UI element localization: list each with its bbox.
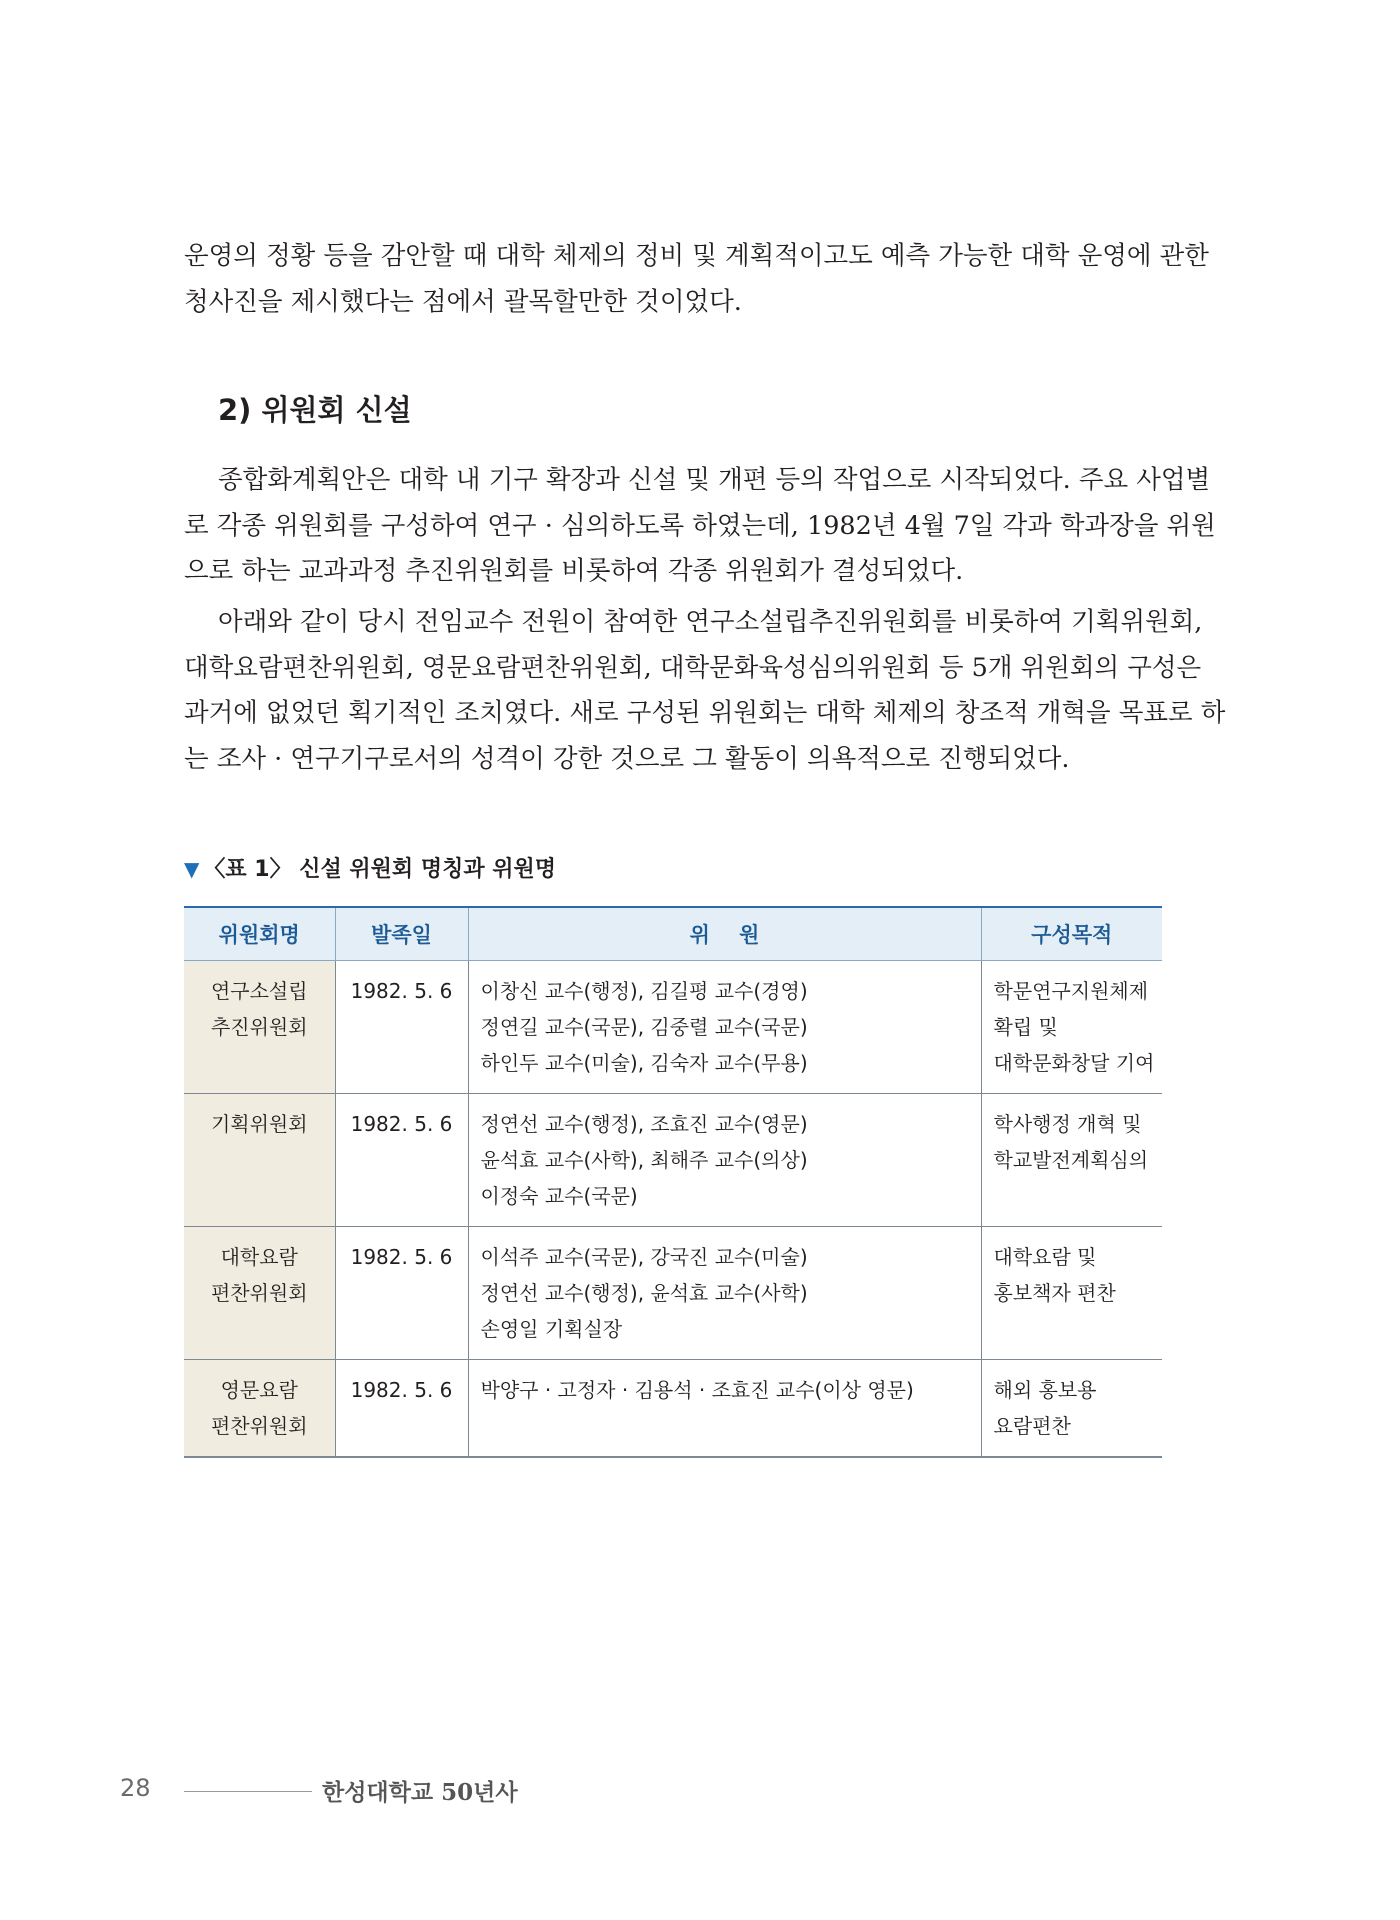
body-line: 로 각종 위원회를 구성하여 연구 · 심의하도록 하였는데, 1982년 4월 7일 각과 학과장을 위원 — [184, 510, 1216, 541]
page-number: 28 — [120, 1774, 151, 1802]
body-line: 는 조사 · 연구기구로서의 성격이 강한 것으로 그 활동이 의욕적으로 진행되었다. — [184, 743, 1070, 774]
committee-name-cell — [184, 1227, 335, 1360]
cell-line: 학사행정 개혁 및 — [993, 1112, 1142, 1136]
cell-line: 윤석효 교수(사학), 최해주 교수(의상) — [480, 1148, 808, 1172]
cell-line: 학문연구지원체제 — [993, 979, 1149, 1003]
cell-line: 학교발전계획심의 — [993, 1148, 1149, 1172]
cell-line: 이석주 교수(국문), 강국진 교수(미술) — [480, 1245, 808, 1269]
body-line: 아래와 같이 당시 전임교수 전원이 참여한 연구소설립추진위원회를 비롯하여 기획위원회, — [218, 607, 1203, 637]
body-line: 과거에 없었던 획기적인 조치였다. 새로 구성된 위원회는 대학 체제의 창조적 개혁을 목표로 하 — [184, 698, 1226, 728]
members-cell — [468, 1227, 981, 1360]
committee-name-cell — [184, 1094, 335, 1227]
header-launch-date: 발족일 — [335, 907, 468, 961]
cell-line: 정연선 교수(행정), 윤석효 교수(사학) — [480, 1281, 808, 1305]
cell-line: 영문요람 — [220, 1378, 298, 1402]
cell-line: 홍보책자 편찬 — [993, 1281, 1116, 1305]
table-row — [184, 961, 1162, 1094]
cell-line: 대학문화창달 기여 — [993, 1051, 1155, 1075]
header-members: 위 원 — [468, 907, 981, 961]
table-row — [184, 1360, 1162, 1458]
purpose-cell — [981, 1360, 1162, 1458]
committee-table — [184, 906, 1162, 1458]
launch-date-cell: 1982. 5. 6 — [335, 961, 468, 1094]
cell-line: 박양구 · 고정자 · 김용석 · 조효진 교수(이상 영문) — [480, 1378, 914, 1402]
purpose-cell — [981, 961, 1162, 1094]
table-caption — [184, 852, 556, 883]
footer-divider — [184, 1791, 312, 1792]
table-row — [184, 1094, 1162, 1227]
committee-name-cell — [184, 1360, 335, 1458]
cell-line: 대학요람 및 — [993, 1245, 1097, 1269]
cell-line: 하인두 교수(미술), 김숙자 교수(무용) — [480, 1051, 808, 1075]
body-line: 으로 하는 교과과정 추진위원회를 비롯하여 각종 위원회가 결성되었다. — [184, 556, 964, 586]
cell-line: 대학요람 — [220, 1245, 298, 1269]
cell-line: 편찬위원회 — [210, 1281, 308, 1305]
purpose-cell — [981, 1227, 1162, 1360]
members-cell — [468, 961, 981, 1094]
cell-line: 정연길 교수(국문), 김중렬 교수(국문) — [480, 1015, 808, 1039]
cell-line: 해외 홍보용 — [993, 1378, 1097, 1402]
intro-line: 운영의 정황 등을 감안할 때 대학 체제의 정비 및 계획적이고도 예측 가능한 대학 운영에 관한 — [184, 241, 1209, 271]
intro-paragraph — [184, 234, 1209, 325]
table-caption-text: 〈표 1〉 신설 위원회 명칭과 위원명 — [203, 857, 557, 882]
cell-line: 요람편찬 — [993, 1414, 1071, 1438]
cell-line: 이창신 교수(행정), 김길평 교수(경영) — [480, 979, 808, 1003]
committee-name-cell — [184, 961, 335, 1094]
members-cell — [468, 1360, 981, 1458]
purpose-cell — [981, 1094, 1162, 1227]
header-committee-name: 위원회명 — [184, 907, 335, 961]
section-heading: 2) 위원회 신설 — [218, 393, 412, 427]
intro-line: 청사진을 제시했다는 점에서 괄목할만한 것이었다. — [184, 286, 742, 317]
members-cell — [468, 1094, 981, 1227]
body-line: 종합화계획안은 대학 내 기구 확장과 신설 및 개편 등의 작업으로 시작되었다. 주요 사업별 — [218, 465, 1211, 495]
header-purpose: 구성목적 — [981, 907, 1162, 961]
cell-line: 연구소설립 — [210, 979, 308, 1003]
launch-date-cell: 1982. 5. 6 — [335, 1360, 468, 1458]
cell-line: 이정숙 교수(국문) — [480, 1184, 638, 1208]
cell-line: 손영일 기획실장 — [480, 1317, 623, 1341]
body-paragraph-1 — [184, 458, 1216, 595]
table-header-row — [184, 907, 1162, 961]
cell-line: 정연선 교수(행정), 조효진 교수(영문) — [480, 1112, 808, 1136]
cell-line: 기획위원회 — [210, 1112, 308, 1136]
cell-line: 확립 및 — [993, 1015, 1058, 1039]
cell-line: 편찬위원회 — [210, 1414, 308, 1438]
body-paragraph-2 — [184, 600, 1226, 782]
cell-line: 추진위원회 — [210, 1015, 308, 1039]
table-row — [184, 1227, 1162, 1360]
launch-date-cell: 1982. 5. 6 — [335, 1227, 468, 1360]
book-title: 한성대학교 50년사 — [322, 1779, 518, 1806]
triangle-down-icon: ▼ — [184, 857, 200, 881]
launch-date-cell: 1982. 5. 6 — [335, 1094, 468, 1227]
body-line: 대학요람편찬위원회, 영문요람편찬위원회, 대학문화육성심의위원회 등 5개 위원회의 구성은 — [184, 652, 1202, 683]
